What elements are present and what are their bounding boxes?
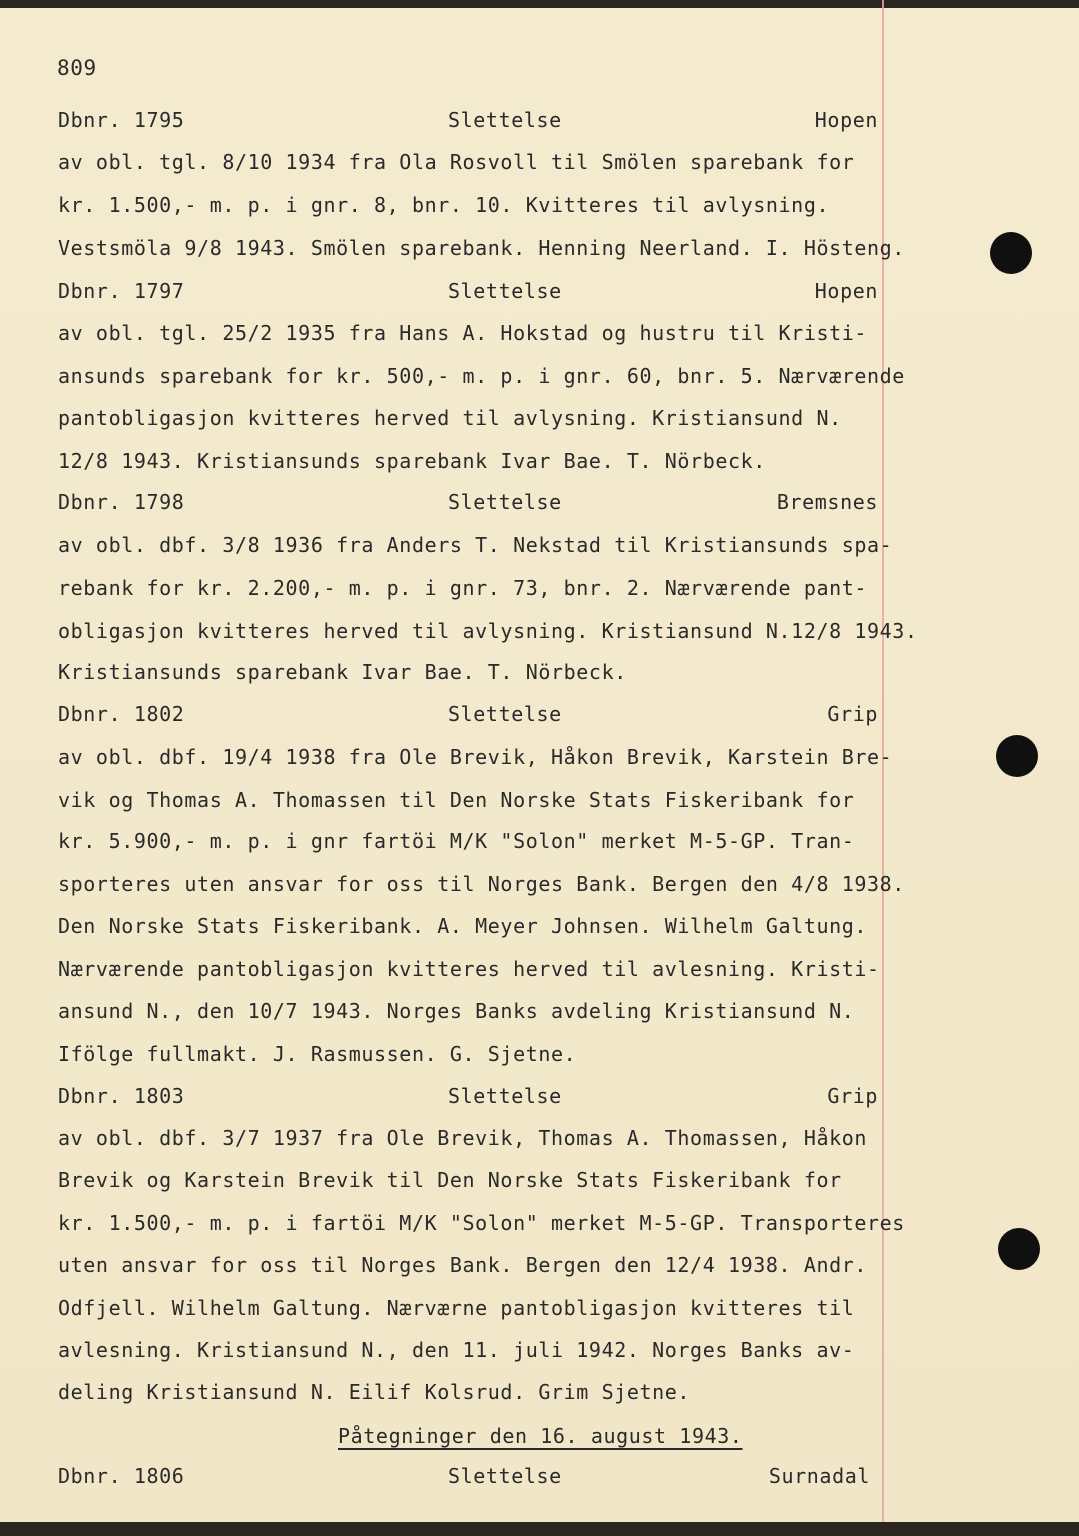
- entry-text-line: Den Norske Stats Fiskeribank. A. Meyer Johnsen. Wilhelm Galtung.: [58, 914, 868, 938]
- entry-text-line: avlesning. Kristiansund N., den 11. juli 1942. Norges Banks av-: [58, 1338, 855, 1362]
- entry-number: Dbnr. 1802: [58, 702, 185, 726]
- entry-text-line: uten ansvar for oss til Norges Bank. Bergen den 12/4 1938. Andr.: [58, 1253, 868, 1277]
- entry-text-line: Odfjell. Wilhelm Galtung. Nærværne pantobligasjon kvitteres til: [58, 1296, 855, 1320]
- entry-text-line: Ifölge fullmakt. J. Rasmussen. G. Sjetne.: [58, 1042, 577, 1066]
- entry-text-line: kr. 1.500,- m. p. i fartöi M/K "Solon" merket M-5-GP. Transporteres: [58, 1211, 905, 1235]
- entry-text-line: 12/8 1943. Kristiansunds sparebank Ivar Bae. T. Nörbeck.: [58, 449, 766, 473]
- entry-heading: [58, 702, 878, 728]
- entry-text-line: obligasjon kvitteres herved til avlysning. Kristiansund N.12/8 1943.: [58, 619, 918, 643]
- scan-edge-top: [0, 0, 1079, 8]
- entry-text-line: Brevik og Karstein Brevik til Den Norske Stats Fiskeribank for: [58, 1168, 842, 1192]
- entry-heading: [58, 1084, 878, 1110]
- entry-type: Slettelse: [448, 1084, 562, 1108]
- entry-type: Slettelse: [448, 108, 562, 132]
- punch-hole: [990, 232, 1032, 274]
- entry-text-line: rebank for kr. 2.200,- m. p. i gnr. 73, bnr. 2. Nærværende pant-: [58, 576, 868, 600]
- page-number: 809: [57, 56, 97, 80]
- entry-text-line: ansund N., den 10/7 1943. Norges Banks avdeling Kristiansund N.: [58, 999, 855, 1023]
- entry-text-line: av obl. tgl. 25/2 1935 fra Hans A. Hokstad og hustru til Kristi-: [58, 321, 868, 345]
- entry-number: Dbnr. 1806: [58, 1464, 185, 1488]
- entry-text-line: ansunds sparebank for kr. 500,- m. p. i gnr. 60, bnr. 5. Nærværende: [58, 364, 905, 388]
- endorsement-date-note: Påtegninger den 16. august 1943.: [338, 1424, 743, 1448]
- entry-place: Hopen: [814, 279, 878, 303]
- entry-type: Slettelse: [448, 1464, 562, 1488]
- entry-type: Slettelse: [448, 702, 562, 726]
- entry-heading: [58, 279, 878, 305]
- entry-text-line: Nærværende pantobligasjon kvitteres herved til avlesning. Kristi-: [58, 957, 880, 981]
- entry-type: Slettelse: [448, 490, 562, 514]
- entry-heading: [58, 108, 878, 134]
- entry-text-line: av obl. tgl. 8/10 1934 fra Ola Rosvoll til Smölen sparebank for: [58, 150, 855, 174]
- entry-place: Grip: [827, 702, 878, 726]
- punch-hole: [998, 1228, 1040, 1270]
- entry-place: Hopen: [814, 108, 878, 132]
- entry-text-line: kr. 1.500,- m. p. i gnr. 8, bnr. 10. Kvitteres til avlysning.: [58, 193, 830, 217]
- entry-text-line: av obl. dbf. 19/4 1938 fra Ole Brevik, Håkon Brevik, Karstein Bre-: [58, 745, 893, 769]
- entry-heading: [58, 1464, 878, 1490]
- punch-hole: [996, 735, 1038, 777]
- entry-text-line: av obl. dbf. 3/8 1936 fra Anders T. Nekstad til Kristiansunds spa-: [58, 533, 893, 557]
- entry-text-line: Kristiansunds sparebank Ivar Bae. T. Nörbeck.: [58, 660, 627, 684]
- entry-number: Dbnr. 1795: [58, 108, 185, 132]
- entry-text-line: deling Kristiansund N. Eilif Kolsrud. Grim Sjetne.: [58, 1380, 691, 1404]
- entry-text-line: kr. 5.900,- m. p. i gnr fartöi M/K "Solon" merket M-5-GP. Tran-: [58, 829, 855, 853]
- scan-edge-bottom: [0, 1522, 1079, 1536]
- entry-text-line: pantobligasjon kvitteres herved til avlysning. Kristiansund N.: [58, 406, 842, 430]
- entry-place: Bremsnes: [776, 490, 878, 514]
- entry-type: Slettelse: [448, 279, 562, 303]
- entry-text-line: Vestsmöla 9/8 1943. Smölen sparebank. Henning Neerland. I. Hösteng.: [58, 236, 905, 260]
- entry-place: Grip: [827, 1084, 878, 1108]
- entry-text-line: vik og Thomas A. Thomassen til Den Norske Stats Fiskeribank for: [58, 788, 855, 812]
- entry-heading: [58, 490, 878, 516]
- entry-number: Dbnr. 1803: [58, 1084, 185, 1108]
- entry-text-line: av obl. dbf. 3/7 1937 fra Ole Brevik, Thomas A. Thomassen, Håkon: [58, 1126, 868, 1150]
- entry-number: Dbnr. 1798: [58, 490, 185, 514]
- entry-text-line: sporteres uten ansvar for oss til Norges Bank. Bergen den 4/8 1938.: [58, 872, 905, 896]
- entry-place: Surnadal: [768, 1464, 870, 1488]
- entry-number: Dbnr. 1797: [58, 279, 185, 303]
